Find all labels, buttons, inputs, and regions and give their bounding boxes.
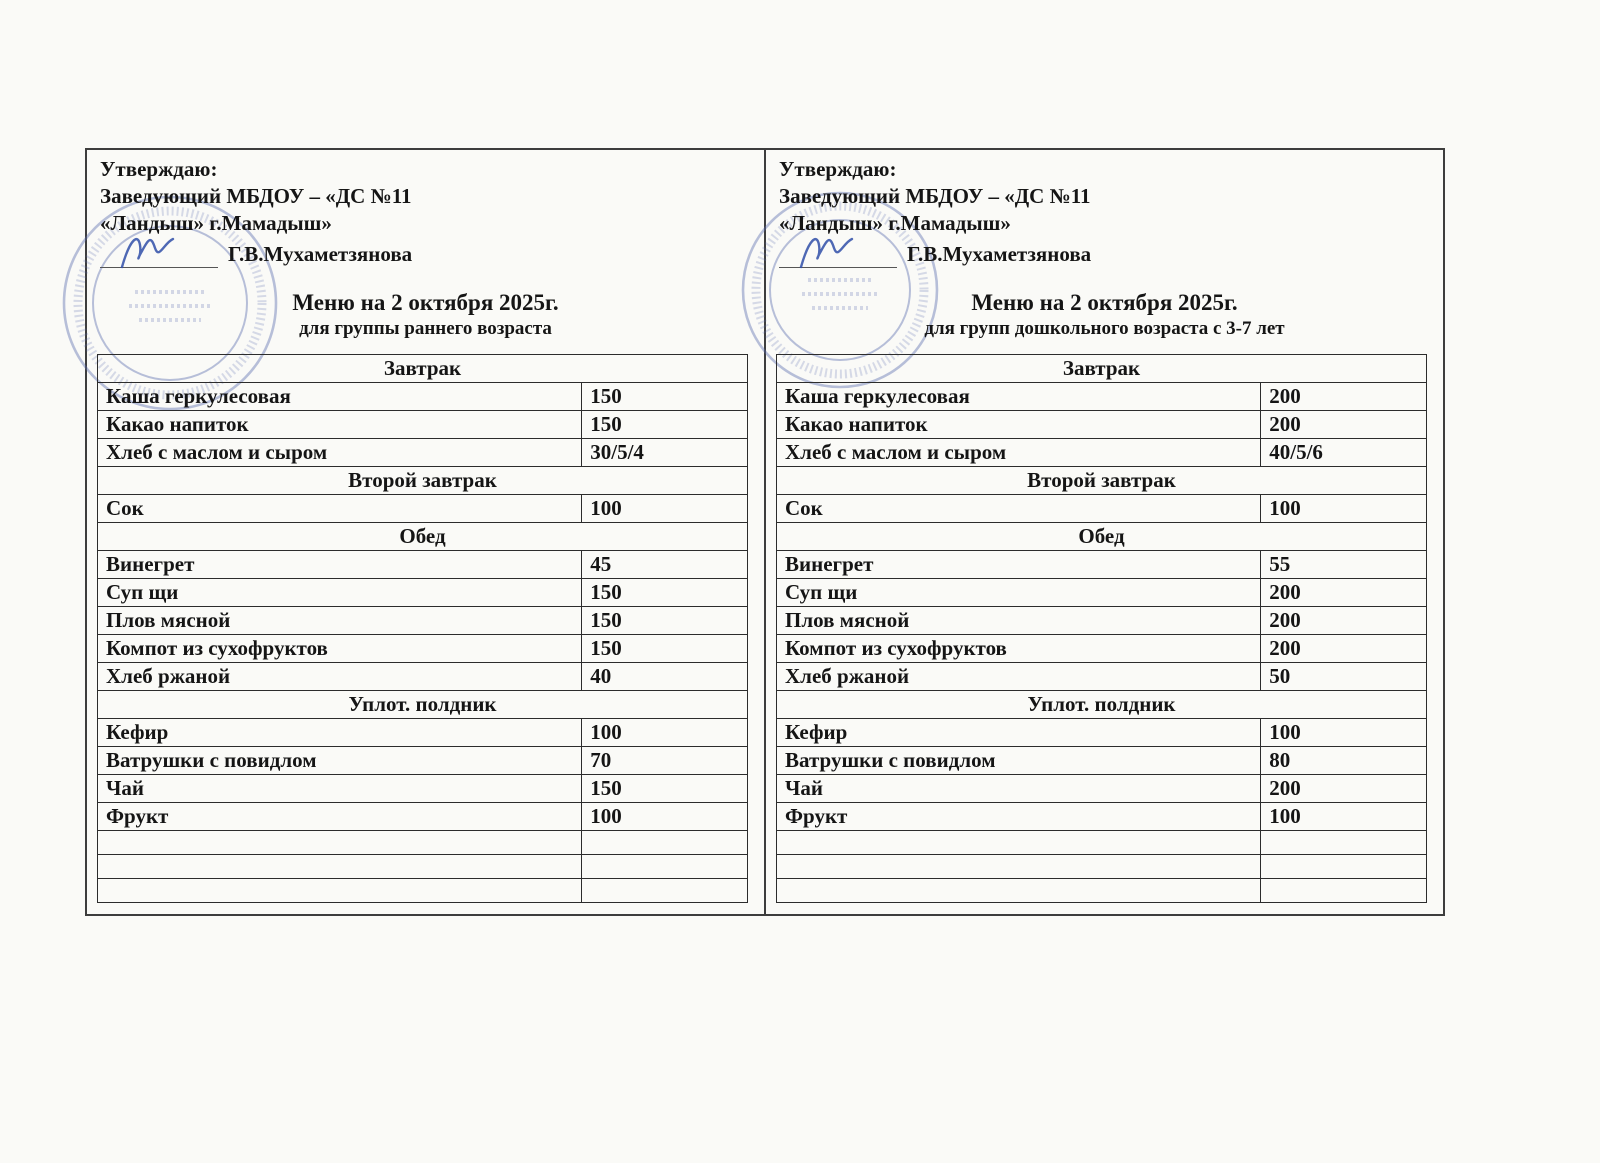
section-header: Обед (777, 522, 1427, 550)
menu-item-row (98, 578, 748, 606)
section-row (98, 466, 748, 494)
dish-name: Чай (98, 774, 582, 802)
menu-item-row (777, 634, 1427, 662)
menu-item-row (777, 718, 1427, 746)
empty-cell (582, 854, 748, 878)
menu-item-row (777, 438, 1427, 466)
dish-name: Винегрет (777, 550, 1261, 578)
dish-amount: 150 (582, 382, 748, 410)
menu-item-row (777, 494, 1427, 522)
menu-subtitle: для групп дошкольного возраста с 3-7 лет (924, 317, 1285, 339)
menu-panel-preschool (764, 150, 1443, 914)
signature-icon (797, 231, 857, 273)
dish-amount: 150 (582, 634, 748, 662)
signature-row (100, 241, 764, 268)
empty-cell (1261, 878, 1427, 902)
dish-name: Суп щи (777, 578, 1261, 606)
signature-line (779, 247, 897, 268)
menu-item-row (777, 746, 1427, 774)
empty-cell (98, 854, 582, 878)
dish-amount: 100 (1261, 802, 1427, 830)
dish-amount: 100 (582, 718, 748, 746)
dish-amount: 100 (582, 802, 748, 830)
dish-amount: 40 (582, 662, 748, 690)
dish-name: Винегрет (98, 550, 582, 578)
dish-amount: 50 (1261, 662, 1427, 690)
approval-line: Заведующий МБДОУ – «ДС №11 (779, 183, 1091, 208)
empty-cell (777, 830, 1261, 854)
section-header: Второй завтрак (777, 466, 1427, 494)
section-header: Завтрак (777, 354, 1427, 382)
menu-sheet (85, 148, 1445, 916)
section-row (777, 690, 1427, 718)
dish-amount: 200 (1261, 606, 1427, 634)
dish-amount: 100 (1261, 494, 1427, 522)
dish-amount: 80 (1261, 746, 1427, 774)
empty-cell (98, 878, 582, 902)
menu-item-row (98, 662, 748, 690)
dish-name: Кефир (777, 718, 1261, 746)
approval-line: «Ландыш» г.Мамадыш» (779, 210, 1011, 235)
menu-item-row (777, 550, 1427, 578)
dish-name: Хлеб ржаной (777, 662, 1261, 690)
section-header: Обед (98, 522, 748, 550)
dish-name: Какао напиток (98, 410, 582, 438)
dish-amount: 100 (582, 494, 748, 522)
dish-amount: 200 (1261, 410, 1427, 438)
dish-name: Компот из сухофруктов (777, 634, 1261, 662)
empty-cell (1261, 830, 1427, 854)
menu-item-row (777, 410, 1427, 438)
dish-amount: 100 (1261, 718, 1427, 746)
empty-row (98, 854, 748, 878)
menu-item-row (777, 802, 1427, 830)
empty-cell (777, 878, 1261, 902)
menu-item-row (777, 578, 1427, 606)
menu-item-row (98, 634, 748, 662)
section-header: Уплот. полдник (777, 690, 1427, 718)
empty-cell (582, 830, 748, 854)
empty-row (777, 854, 1427, 878)
dish-amount: 150 (582, 774, 748, 802)
dish-name: Компот из сухофруктов (98, 634, 582, 662)
empty-row (98, 830, 748, 854)
menu-item-row (777, 382, 1427, 410)
dish-name: Хлеб с маслом и сыром (777, 438, 1261, 466)
dish-amount: 40/5/6 (1261, 438, 1427, 466)
section-header: Уплот. полдник (98, 690, 748, 718)
dish-name: Хлеб с маслом и сыром (98, 438, 582, 466)
dish-name: Фрукт (98, 802, 582, 830)
dish-name: Ватрушки с повидлом (98, 746, 582, 774)
empty-cell (1261, 854, 1427, 878)
menu-item-row (98, 410, 748, 438)
section-row (777, 522, 1427, 550)
approval-line: Утверждаю: (779, 157, 897, 181)
approval-line: Заведующий МБДОУ – «ДС №11 (100, 183, 412, 208)
dish-amount: 55 (1261, 550, 1427, 578)
menu-item-row (777, 774, 1427, 802)
dish-name: Хлеб ржаной (98, 662, 582, 690)
section-row (777, 466, 1427, 494)
empty-row (777, 830, 1427, 854)
approval-line: Утверждаю: (100, 157, 218, 181)
dish-amount: 200 (1261, 578, 1427, 606)
menu-item-row (98, 774, 748, 802)
signature-line (100, 247, 218, 268)
dish-amount: 200 (1261, 634, 1427, 662)
menu-subtitle: для группы раннего возраста (299, 317, 552, 339)
menu-item-row (98, 718, 748, 746)
menu-item-row (777, 662, 1427, 690)
menu-item-row (98, 802, 748, 830)
dish-name: Каша геркулесовая (98, 382, 582, 410)
signer-name: Г.В.Мухаметзянова (907, 241, 1092, 266)
empty-cell (777, 854, 1261, 878)
dish-amount: 150 (582, 606, 748, 634)
dish-name: Кефир (98, 718, 582, 746)
empty-cell (582, 878, 748, 902)
section-row (98, 354, 748, 382)
signature-row (779, 241, 1443, 268)
section-header: Второй завтрак (98, 466, 748, 494)
menu-item-row (777, 606, 1427, 634)
approval-block (766, 150, 1443, 268)
dish-amount: 30/5/4 (582, 438, 748, 466)
empty-cell (98, 830, 582, 854)
empty-row (98, 878, 748, 902)
dish-name: Фрукт (777, 802, 1261, 830)
dish-name: Чай (777, 774, 1261, 802)
menu-table (776, 354, 1427, 903)
menu-item-row (98, 438, 748, 466)
dish-amount: 150 (582, 578, 748, 606)
dish-name: Ватрушки с повидлом (777, 746, 1261, 774)
section-row (98, 690, 748, 718)
dish-name: Какао напиток (777, 410, 1261, 438)
menu-title: Меню на 2 октября 2025г. (292, 289, 559, 315)
menu-item-row (98, 606, 748, 634)
approval-block (87, 150, 764, 268)
section-row (98, 522, 748, 550)
dish-name: Сок (777, 494, 1261, 522)
approval-line: «Ландыш» г.Мамадыш» (100, 210, 332, 235)
section-row (777, 354, 1427, 382)
dish-amount: 150 (582, 410, 748, 438)
dish-name: Сок (98, 494, 582, 522)
signature-icon (118, 231, 178, 273)
menu-table (97, 354, 748, 903)
menu-item-row (98, 494, 748, 522)
signer-name: Г.В.Мухаметзянова (228, 241, 413, 266)
dish-amount: 200 (1261, 382, 1427, 410)
menu-title: Меню на 2 октября 2025г. (971, 289, 1238, 315)
menu-item-row (98, 746, 748, 774)
empty-row (777, 878, 1427, 902)
dish-name: Каша геркулесовая (777, 382, 1261, 410)
dish-name: Плов мясной (98, 606, 582, 634)
menu-item-row (98, 550, 748, 578)
dish-amount: 70 (582, 746, 748, 774)
dish-name: Плов мясной (777, 606, 1261, 634)
dish-name: Суп щи (98, 578, 582, 606)
dish-amount: 45 (582, 550, 748, 578)
section-header: Завтрак (98, 354, 748, 382)
menu-item-row (98, 382, 748, 410)
dish-amount: 200 (1261, 774, 1427, 802)
menu-panel-early-age (87, 150, 764, 914)
